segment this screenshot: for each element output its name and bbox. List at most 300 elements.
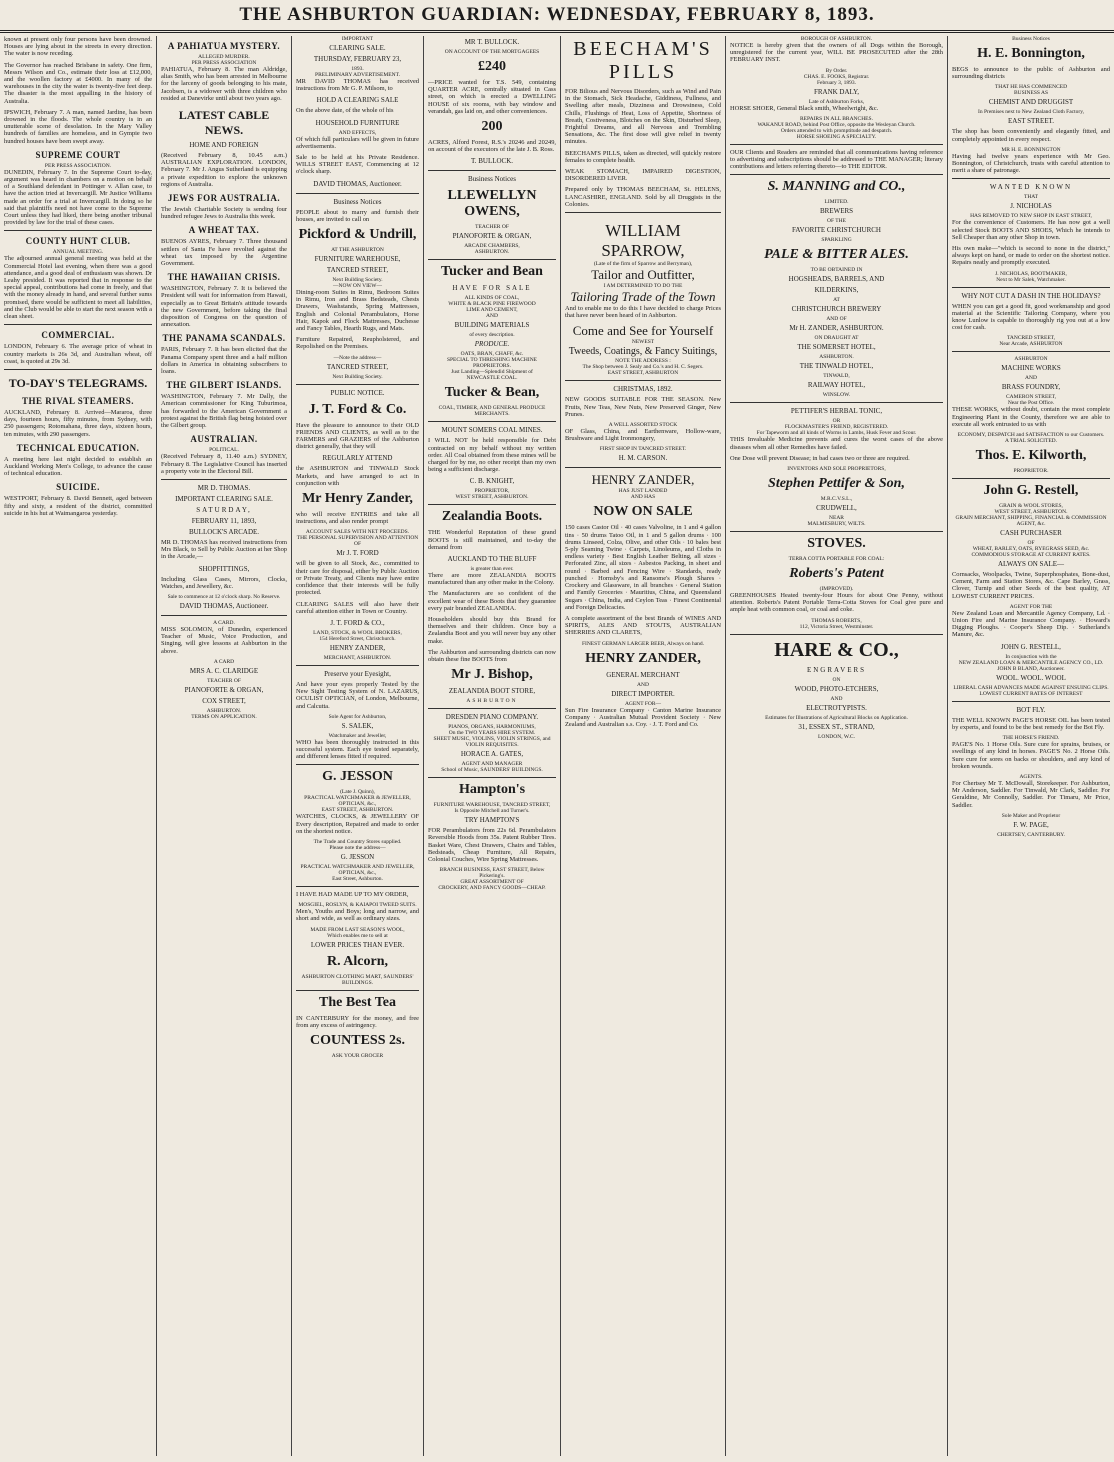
heading-jews: JEWS FOR AUSTRALIA. <box>167 193 281 204</box>
near: NEAR <box>829 515 844 522</box>
sale-date: FEBRUARY 11, 1893, <box>191 516 257 525</box>
sale-paragraph: MR D. THOMAS has received instructions from Mrs Black, to Sell by Public Auction at her Shop in the Arcade,— <box>161 538 287 561</box>
beecham-paragraph: Prepared only by THOMAS BEECHAM, St. HELENS, LANCASHIRE, ENGLAND. Sold by all Druggists in the Colonies. <box>565 186 721 208</box>
effects-label: AND EFFECTS, <box>338 129 377 136</box>
important-label: IMPORTANT <box>341 36 374 42</box>
card-label: A CARD <box>213 658 235 665</box>
landing: Just Landing—Splendid Shipment of <box>451 369 533 376</box>
beecham-heading: BEECHAM'S PILLS <box>573 38 713 83</box>
zealandia-paragraph: THE Wonderful Reputation of these grand BOOTS is still maintained, and to-day the demand from <box>428 529 556 551</box>
have-for-sale: HAVE FOR SALE <box>452 284 532 293</box>
and-label: AND <box>1025 375 1037 382</box>
east-street: EAST STREET, ASHBURTON. <box>321 807 394 814</box>
heading-australian: AUSTRALIAN. <box>190 434 258 445</box>
zealandia-paragraph: There are more ZEALANDIA BOOTS manufactured than any other make in the Colony. <box>428 572 556 587</box>
education-paragraph: A meeting here last night decided to establish an Auckland Working Men's College, to advance the cause of technical education. <box>4 455 152 478</box>
removed: HAS REMOVED TO NEW SHOP IN EAST STREET, <box>970 213 1092 220</box>
zander-name: HENRY ZANDER, <box>585 650 701 666</box>
electrotypists: ELECTROTYPISTS. <box>806 703 867 712</box>
east-street: EAST STREET. <box>1007 117 1055 126</box>
subheading-home-foreign: HOME AND FOREIGN <box>189 141 259 150</box>
nz-loan: NEW ZEALAND LOAN & MERCANTILE AGENCY CO., LD. <box>958 659 1104 666</box>
always-on-sale: ALWAYS ON SALE— <box>997 560 1065 569</box>
late-forks: Late of Ashburton Forks, <box>808 98 865 105</box>
columns <box>0 36 1114 1456</box>
storage: COMMODIOUS STORAGE AT CURRENT RATES. <box>971 552 1091 559</box>
divider <box>952 478 1110 479</box>
cut-dash: WHY NOT CUT A DASH IN THE HOLIDAYS? <box>961 291 1101 300</box>
opposite: Is Opposite Mitchell and Turner's. <box>454 808 530 815</box>
account-sales: ACCOUNT SALES WITH NET PROCEEDS. <box>305 529 410 536</box>
divider <box>296 764 419 765</box>
agent-for: AGENT FOR THE <box>1009 603 1053 610</box>
improved: (IMPROVED). <box>819 586 854 593</box>
advances: LIBERAL CASH ADVANCES MADE AGAINST ENSUING CLIPS. <box>953 684 1109 691</box>
divider <box>428 170 556 171</box>
divider <box>4 230 152 231</box>
hold-sale: HOLD A CLEARING SALE <box>316 96 399 105</box>
thomas-roberts: THOMAS ROBERTS, <box>811 617 862 624</box>
chertsey: CHERTSEY, CANTERBURY. <box>997 831 1065 838</box>
shop-paragraph: The shop has been conveniently and elegantly fitted, and completely appointed in every respect. <box>952 128 1110 143</box>
column-5 <box>561 36 726 1456</box>
markets-paragraph: the ASHBURTON and TINWALD Stock Markets, and have arranged to act in conjunction with <box>296 465 419 487</box>
divider <box>730 174 943 175</box>
by-order: By Order. <box>825 67 848 74</box>
brass-foundry: BRASS FOUNDRY, <box>1001 383 1061 392</box>
dog-notice: NOTICE is hereby given that the owners of all Dogs within the Borough, unregistered for the current year, WILL BE PROSECUTED after the 28th FEBRUARY INST. <box>730 42 943 64</box>
divider <box>952 178 1110 179</box>
jesson-name: G. JESSON <box>340 852 375 861</box>
eyesight-paragraph: And have your eyes properly Tested by the New Sight Testing System of N. LAZARUS, OCULIST OPTICIAN, of London, Melbourne, and Calcutta. <box>296 680 419 710</box>
sale-start: Sale to commence at 12 o'clock sharp. No Reserve. <box>167 593 281 600</box>
wool-heading: WOOL. WOOL. WOOL <box>996 673 1066 682</box>
sale-place: BULLOCK'S ARCADE. <box>188 527 260 536</box>
pettifer-tonic: PETTIFER'S HERBAL TONIC, <box>790 407 883 416</box>
jesson-name: G. JESSON <box>322 769 393 785</box>
tea-paragraph: IN CANTERBURY for the money, and free from any excess of astringency. <box>296 1014 419 1029</box>
agent-for: AGENT FOR— <box>624 700 662 707</box>
of-the: OF THE <box>827 218 846 225</box>
building-materials: BUILDING MATERIALS <box>454 321 530 330</box>
manning-name: S. MANNING and CO., <box>767 179 906 195</box>
bonnington-intro: BEGS to announce to the public of Ashburton and surrounding districts <box>952 66 1110 81</box>
near-post-office: Near the Post Office. <box>1007 400 1055 407</box>
source-line: PER PRESS ASSOCIATION <box>191 60 257 66</box>
mr-bonnington: MR H. E. BONNINGTON <box>1001 146 1061 153</box>
german-beer: FINEST GERMAN LARGER BEER, Always on hand. <box>581 640 705 647</box>
malmesbury: MALMESBURY, WILTS. <box>807 521 866 528</box>
sparkling: SPARKLING <box>821 237 852 244</box>
horse-shoeing: HORSE SHOEING A SPECIALTY. <box>796 133 877 140</box>
ford-paragraph: Have the pleasure to announce to their OLD FRIENDS AND CLIENTS, as well as to the FARMERS and GRAZIERS of the Ashburton district generally, that they will <box>296 421 419 451</box>
restell-name: John G. Restell, <box>983 483 1079 499</box>
terms: TERMS ON APPLICATION. <box>191 713 257 720</box>
obtained: TO BE OBTAINED IN <box>810 267 863 274</box>
sale-day: SATURDAY, <box>196 505 252 514</box>
works-paragraph: THESE WORKS, without doubt, contain the most complete Engineering Plant in the County, therefore we are able to execute all work entrusted to us with <box>952 406 1110 428</box>
newest: NEWEST <box>631 339 655 346</box>
goods-list: 150 cases Castor Oil · 40 cases Valvoline, in 1 and 4 gallon tins · 50 drums Tatoo Oil, in 1 and 5 gallon drums · 100 drums Linseed, Colza, Olive, and other Oils · 10 bales best 5-ply Seaming Twine · Carpets, Linoleums, and Cloths in endless variety · Best English Leather Belting, all sizes · Perforated Zinc, all sizes · Asbestos Packing, in sheet and round · Barbed and Fencing Wire · Standards, ready punched · Hornsby's and Ransome's Plough Shares · Crockery and Glassware, in all branches · General Station and Family Groceries · Mauritius, China, and Queensland Sugars · China, India, and Ceylon Teas · Finest Continental and Foreign Delicacies. <box>565 524 721 611</box>
nicholas-name: J. NICHOLAS <box>1010 202 1052 211</box>
eyesight-heading: Preserve your Eyesight, <box>324 669 391 678</box>
town: ASHBURTON <box>1014 356 1048 363</box>
watches-paragraph: WATCHES, CLOCKS, & JEWELLERY OF Every description, Repaired and made to order on the shortest notice. <box>296 813 419 835</box>
bootmaker: J. NICHOLAS, BOOTMAKER, <box>995 270 1067 277</box>
hereford: 154 Hereford Street, Christchurch. <box>319 635 396 642</box>
determined: I AM DETERMINED TO DO THE <box>603 283 683 290</box>
kilworth-name: Thos. E. Kilworth, <box>975 448 1087 464</box>
solomon-paragraph: MISS SOLOMON, of Dunedin, experienced Teacher of Music, Voice Production, and Singing, will give lessons at Ashburton in the above. <box>161 625 287 655</box>
trial: A TRIAL SOLICITED. <box>1004 438 1058 445</box>
merchant: MERCHANT, ASHBURTON. <box>323 654 392 661</box>
experience-paragraph: Having had twelve years experience with Mr Geo. Bonnington, of Christchurch, trusts with careful attention to merit a share of patronage. <box>952 152 1110 175</box>
somerset-hotel: THE SOMERSET HOTEL, <box>797 343 876 352</box>
divider <box>296 665 419 666</box>
heading-suicide: SUICIDE. <box>56 482 100 493</box>
at-label: AT THE ASHBURTON <box>331 247 384 254</box>
great-assortment: GREAT ASSORTMENT OF <box>460 879 524 886</box>
gilbert-paragraph: WASHINGTON, February 7. Mr Dally, the American commissioner for King Tuburimoa, has forwarded to the American Government a protest against the British flag being hoisted over the Gilbert group. <box>161 393 287 430</box>
late-quinn: (Late J. Quinn), <box>340 789 375 796</box>
cox-street: COX STREET, <box>202 696 246 705</box>
school: School of Music, SAUNDERS' BUILDINGS. <box>441 767 543 774</box>
divider <box>428 259 556 260</box>
terra-cotta: TERRA COTTA PORTABLE FOR COAL: <box>788 556 885 563</box>
stock-paragraph: will be given to all Stock, &c., committed to their care for disposal, either by Public Auction or Private Treaty, and Clients may have entire confidence that their interests will be fully protected. <box>296 560 419 597</box>
auctioneer-signature: DAVID THOMAS, Auctioneer. <box>313 179 402 188</box>
furniture-label: HOUSEHOLD FURNITURE <box>315 118 400 127</box>
column-1 <box>0 36 157 1456</box>
greater: is greater than ever. <box>470 566 514 573</box>
ford-name: J. T. Ford & Co. <box>308 401 407 417</box>
divider <box>428 421 556 422</box>
jtford: Mr J. T. FORD <box>336 549 379 558</box>
alcorn-intro: I HAVE HAD MADE UP TO MY ORDER, <box>296 890 409 898</box>
zealandia-paragraph: The Manufacturers are so confident of the excellent wear of these Boots that they guarantee every pair branded ZEALANDIA. <box>428 590 556 612</box>
lower-prices: LOWER PRICES THAN EVER. <box>310 940 405 949</box>
tinwald-hotel: THE TINWALD HOTEL, <box>799 362 874 371</box>
proprietor: PROPRIETOR. <box>1013 468 1049 475</box>
bonnington-name: H. E. Bonnington, <box>977 46 1085 61</box>
divider <box>161 479 287 480</box>
column-2 <box>157 36 292 1456</box>
suicide-paragraph: WESTPORT, February 8. David Bennett, aged between fifty and sixty, a resident of the district, committed suicide in his hut at Waimangaroa yesterday. <box>4 495 152 517</box>
beecham-paragraph: FOR Bilious and Nervous Disorders, such as Wind and Pain in the Stomach, Sick Headache, Giddiness, Fullness, and Swelling after meals, Dizziness and Drowsiness, Cold Chills, Flushings of Heat, Loss of Appetite, Shortness of Breath, Costiveness, Blotches on the Skin, Disturbed Sleep, Frightful Dreams, and all Nervous and Trembling Sensations, &c. The first dose will give relief in twenty minutes. <box>565 88 721 146</box>
nicholas-paragraph: His own make—"which is second to none in the district," always kept on hand, or made to order on the shortest notice. Repairs neatly and promptly executed. <box>952 245 1110 267</box>
public-notice: PUBLIC NOTICE. <box>330 388 385 397</box>
heading-panama: THE PANAMA SCANDALS. <box>162 333 286 344</box>
that-label: THAT <box>1023 194 1039 201</box>
east-street: EAST STREET, ASHBURTON <box>607 370 679 377</box>
premises: In Premises next to New Zealand Cloth Factory, <box>978 109 1084 116</box>
nicholas-paragraph: For the convenience of Customers. He has now got a well selected Stock BOOTS AND SHOES, Which he intends to Sell Cheaper than any other Shop in town. <box>952 219 1110 241</box>
zander-name: Mr Henry Zander, <box>302 491 413 507</box>
on-view: —NOW ON VIEW— <box>333 283 382 290</box>
hawaii-paragraph: WASHINGTON, February 7. It is believed the President will wait for information from Hawaii, especially as to Great Britain's attitude towards the new Government, before taking the final disposition of Congress on the question of annexation. <box>161 285 287 329</box>
knight-name: C. B. KNIGHT, <box>469 477 515 486</box>
murder-paragraph: PAHIATUA, February 8. The man Aldridge, alias Smith, who has been arrested in Melbourne for the larceny of goods belonging to his mate, Jacobsen, is a widower with three children who resided at Danevirke until about two years ago. <box>161 66 287 102</box>
note-address: NOTE THE ADDRESS : <box>615 358 671 365</box>
subheading-political: POLITICAL. <box>209 447 239 454</box>
just-landed: HAS JUST LANDED <box>618 488 668 495</box>
newcastle: NEWCASTLE COAL. <box>466 375 518 382</box>
orders: Orders attended to with promptitude and despatch. <box>780 127 893 134</box>
crockery: CROCKERY, AND FANCY GOODS—CHEAP. <box>438 885 546 892</box>
west-street: WEST STREET, ASHBURTON. <box>455 494 529 501</box>
zealandia-heading: Zealandia Boots. <box>441 509 543 525</box>
divider <box>428 708 556 709</box>
winslow: WINSLOW. <box>822 392 851 399</box>
flockmaster: FLOCKMASTER'S FRIEND, REGISTERED. <box>784 424 889 431</box>
thomas-paragraph: MR DAVID THOMAS has received instructions from Mr G. P. Milsom, to <box>296 78 419 93</box>
agents: AGENTS. <box>1019 773 1043 780</box>
horses-friend: THE HORSE'S FRIEND. <box>1002 735 1060 742</box>
near-arcade: Near Arcade, ASHBURTON <box>999 341 1063 348</box>
roberts-patent: Roberts's Patent <box>789 566 884 582</box>
economy: ECONOMY, DESPATCH and SATISFACTION to our Customers. <box>957 432 1105 439</box>
west-street: WEST STREET, ASHBURTON. <box>994 509 1068 516</box>
shop-location: The Shop between J. Sealy and Co.'s and H. C. Segers. <box>582 364 704 371</box>
photo-etchers: WOOD, PHOTO-ETCHERS, <box>794 684 879 693</box>
column-4 <box>424 36 561 1456</box>
heading-pahiatua-mystery: A PAHIATUA MYSTERY. <box>167 41 281 51</box>
practical: PRACTICAL WATCHMAKER & JEWELLER, OPTICIAN, &c., <box>304 795 411 808</box>
on-draught: ON DRAUGHT AT <box>814 335 859 342</box>
repairs-paragraph: Furniture Repaired, Reupholstered, and Repolished on the Premises. <box>296 336 419 351</box>
fooks: CHAS. E. FOOKS, Registrar. <box>803 73 870 80</box>
kilderkins: KILDERKINS, <box>814 286 859 295</box>
divider <box>4 324 152 325</box>
divider <box>296 990 419 991</box>
tucker-bean-name: Tucker and Bean <box>441 264 543 280</box>
glass-paragraph: OF Glass, China, and Earthenware, Hollow-ware, Brushware and Light Ironmongery, <box>565 428 721 443</box>
horse-oils: PAGE'S No. 1 Horse Oils. Sure cure for sprains, bruises, or swellings of any kind in horses. PAGE'S No. 2 Horse Oils. Sure cure for sores on backs or shoulders, and any kind of broken wounds. <box>952 741 1110 770</box>
grain-merchant: GRAIN MERCHANT, SHIPPING, FINANCIAL & COMMISSION AGENT, &c. <box>955 515 1107 528</box>
wines-paragraph: A complete assortment of the best Brands of WINES AND SPIRITS, ALES AND STOUTS, AUSTRALIAN SHERRIES AND CLARETS, <box>565 614 721 637</box>
column-7 <box>948 36 1114 1456</box>
lime: LIME AND CEMENT, <box>466 307 518 314</box>
sale-list: Cornsacks, Woolpacks, Twine, Superphosphates, Bone-dust, Cement, Farm and Station Stores, &c. Cape Barley, Grass, Clover, Turnip and other Seeds of the best quality, AT LOWEST CURRENT PRICES. <box>952 571 1110 600</box>
tancred-street: TANCRED STREET, <box>326 362 389 371</box>
business-notices-heading: Business Notices <box>467 175 517 184</box>
brewery: CHRISTCHURCH BREWERY <box>791 305 882 314</box>
divider <box>730 144 943 145</box>
beecham-paragraph: BEECHAM'S PILLS, taken as directed, will quickly restore females to complete health. <box>565 149 721 164</box>
divider <box>730 402 943 403</box>
heading-supreme-court: SUPREME COURT <box>35 149 121 160</box>
warehouse-label: FURNITURE WAREHOUSE, <box>314 255 401 264</box>
page-name: F. W. PAGE, <box>1013 820 1049 829</box>
essex-street: 31, ESSEX ST., STRAND, <box>798 722 875 731</box>
divider <box>952 351 1110 352</box>
tax-paragraph: BUENOS AYRES, February 7. Three thousand settlers of Santa Fe have revolted against the wheat tax imposed by the Argentine Government. <box>161 238 287 268</box>
tinwald: TINWALD, <box>823 373 850 380</box>
greenhouse-paragraph: GREENHOUSES Heated twenty-four Hours for about One Penny, without attention. Roberts's Patent Portable Terra-Cotta Stoves for Coal give pure and ample heat with common coal, or coal and coke. <box>730 592 943 614</box>
dresden: DRESDEN PIANO COMPANY. <box>445 713 539 722</box>
tweed-suits: MOSGIEL, ROSLYN, & KAIAPOI TWEED SUITS. <box>298 902 417 909</box>
flood-paragraph: The Governor has reached Brisbane in safety. One firm, Messrs Wilson and Co., estimate their loss at £12,000, and the woollen factory at £4000. In many of the warehouses in the city the water is twenty-five feet deep. The disaster is the most appalling in the history of Australia. <box>4 61 152 105</box>
special: SPECIAL TO THRESHING MACHINE PROPRIETORS. <box>446 357 538 370</box>
steamers-paragraph: AUCKLAND, February 8. Arrived—Mararoa, three days, fourteen hours, fifty minutes, from Sydney, with 250 passengers; Rotomahana, three days, sixteen hours, ten minutes, with 290 passengers. <box>4 408 152 438</box>
salek-paragraph: WHO has been thoroughly instructed in this successful system. Each eye tested separately, and different lenses fitted if required. <box>296 738 419 761</box>
heading-cable-news: LATEST CABLE NEWS. <box>178 108 270 138</box>
victoria-street: 112, Victoria Street, Westminster. <box>799 623 874 630</box>
divider <box>565 212 721 213</box>
zealandia-paragraph: The Ashburton and surrounding districts can now obtain these fine BOOTS from <box>428 648 556 664</box>
commenced: THAT HE HAS COMMENCED <box>994 84 1068 91</box>
pianoforte-label: PIANOFORTE & ORGAN, <box>184 685 264 694</box>
jews-paragraph: The Jewish Charitable Society is sending four hundred refugee Jews to Australia this week. <box>161 206 287 221</box>
marry-paragraph: PEOPLE about to marry and furnish their houses, are invited to call on <box>296 208 419 223</box>
clearing-sale-title: IMPORTANT CLEARING SALE. <box>175 494 273 503</box>
stephen-pettifer: Stephen Pettifer & Son, <box>768 476 905 492</box>
debt-paragraph: I WILL NOT be held responsible for Debt contracted on my behalf without my written order. All Coal obtained from these mines will be charged for by me, no other receipt than my own being a sufficient discharge. <box>428 437 556 474</box>
divider <box>565 467 721 468</box>
acres-paragraph: ACRES, Alford Forest, R.S.'s 20246 and 20249, on account of the executors of the late J. B. Ross. <box>428 139 556 154</box>
bullock-name: MR T. BULLOCK. <box>464 38 520 46</box>
commercial-paragraph: LONDON, February 6. The average price of wheat in country markets is 26s 3d, and Australian wheat, off coast, is quoted at 29s 3d. <box>4 343 152 365</box>
branch: BRANCH BUSINESS, EAST STREET, Below Pickering's. <box>439 867 545 880</box>
auctioneer-signature: DAVID THOMAS, Auctioneer. <box>179 601 269 610</box>
flood-paragraph: known at present only four persons have been drowned. Houses are lying about in the streets in every direction. The water is now receding. <box>4 36 152 58</box>
conjunction: In conjunction with the <box>1005 653 1057 660</box>
tonic-paragraph: One Dose will prevent Disease; in bad cases two or three are required. <box>730 454 910 462</box>
tapeworm: For Tapeworm and all kinds of Worms in Lambs, Husk Fever and Scour. <box>756 430 917 437</box>
now-on-sale: NOW ON SALE <box>593 504 693 520</box>
ales: PALE & BITTER ALES. <box>764 247 909 263</box>
column-3 <box>292 36 424 1456</box>
heading-telegrams: TO-DAY'S TELEGRAMS. <box>8 375 148 390</box>
chemist: CHEMIST AND DRUGGIST <box>988 98 1074 107</box>
next-salek: Next to Mr Salek, Watchmaker. <box>996 276 1066 283</box>
property-paragraph: —PRICE wanted for T.S. 549, containing QUARTER ACRE, centrally situated in Cass street, on which is erected a DWELLING HOUSE of six rooms, with bay window and verandah, gas laid on, and other conveniences. <box>428 79 556 115</box>
and-label: AND <box>637 681 649 688</box>
divider <box>565 380 721 381</box>
repairs: REPAIRS IN ALL BRANCHES. <box>800 115 873 122</box>
exploration-paragraph: (Received February 8, 10.45 a.m.) AUSTRALIAN EXPLORATION. LONDON, February 7. Mr J. Angus Sutherland is equipping a private expedition to explore the unknown regions of Australia. <box>161 152 287 188</box>
alcorn-name: R. Alcorn, <box>326 953 389 969</box>
which-enables: Which enables me to sell at <box>327 932 388 939</box>
stoves-heading: STOVES. <box>807 536 866 552</box>
every-description: of every description. <box>469 332 515 339</box>
tonic-paragraph: THIS Invaluable Medicine prevents and cures the worst cases of the above diseases when all other Remedies have failed. <box>730 436 943 451</box>
tancred-street: TANCRED STREET, <box>1006 335 1056 342</box>
teacher-label: TEACHER OF <box>207 677 241 684</box>
next-building: Next Building Society. <box>332 373 383 380</box>
divider <box>4 369 152 370</box>
direct-importer: DIRECT IMPORTER. <box>611 689 675 698</box>
inventors: INVENTORS AND SOLE PROPRIETORS, <box>787 466 886 473</box>
mortgagees: ON ACCOUNT OF THE MORTGAGEES <box>444 49 540 55</box>
heading-commercial: COMMERCIAL. <box>41 330 115 341</box>
henry-zander: HENRY ZANDER, <box>329 643 386 652</box>
clients-notice: OUR Clients and Readers are reminded that all communications having reference to advertising and subscriptions should be addressed to THE MANAGER; literary contributions and letters referring thereto—to THE EDITOR. <box>730 148 943 171</box>
engravers: ENGRAVERS <box>806 665 867 674</box>
trade-supplied: The Trade and Country Stores supplied. <box>313 838 402 845</box>
heading-gilbert: THE GILBERT ISLANDS. <box>166 380 282 391</box>
mrcvs: M.R.C.V.S.L., <box>820 496 853 503</box>
source-line: PER PRESS ASSOCIATION. <box>44 162 112 169</box>
tailoring-paragraph: WHEN you can get a good fit, good workmanship and good material at the Scientific Tailoring Company, where you know Lunlow is capable to thoroughly rig you out at a low cost for cash. <box>952 302 1110 332</box>
machine-works: MACHINE WORKS <box>1001 364 1061 373</box>
wanted-known: WANTED KNOWN <box>989 183 1073 192</box>
sole-maker: Sole Maker and Proprietor <box>1001 812 1061 819</box>
ford-company: J. T. FORD & CO., <box>330 618 385 627</box>
cash-purchaser: CASH PURCHASER <box>1000 529 1062 538</box>
and-of: AND OF <box>826 316 847 323</box>
come-and-see: Come and See for Yourself <box>572 323 714 339</box>
crudwell: CRUDWELL, <box>816 504 857 513</box>
interest: LOWEST CURRENT RATES OF INTEREST <box>979 690 1083 697</box>
sheet-music: SHEET MUSIC, VIOLINS, VIOLIN STRINGS, and VIOLIN REQUISITES. <box>433 736 551 749</box>
pickford-name: Pickford & Undrill, <box>298 227 417 243</box>
first-shop: FIRST SHOP IN TANCRED STREET. <box>599 446 687 453</box>
heading-hawaiian-crisis: THE HAWAIIAN CRISIS. <box>167 272 281 283</box>
sale-date: THURSDAY, FEBRUARY 23, <box>313 55 402 63</box>
estimates: Estimates for Illustrations of Agricultural Blocks on Application. <box>765 714 908 721</box>
owens-name: LLEWELLYN OWENS, <box>447 188 537 220</box>
preliminary: PRELIMINARY ADVERTISEMENT. <box>315 72 400 78</box>
hampton-paragraph: FOR Perambulators from 22s 6d. Perambulators Reversible Hoods from 35s. Patent Rubber Tires. Basket Ware, Chest Drawers, Chairs and Tables, Bedsteads, Cheap Furniture, All Repairs, Colonial Couches, Wire Spring Mattresses. <box>428 827 556 864</box>
shopfittings-paragraph: Including Glass Cases, Mirrors, Clocks, Watches, and Jewellery, &c. <box>161 575 287 590</box>
tailoring-trade: Tailoring Trade of the Town <box>570 289 716 305</box>
arcade-chambers: ARCADE CHAMBERS, <box>464 243 520 250</box>
personal-supervision: THE PERSONAL SUPERVISION AND ATTENTION OF <box>296 535 419 548</box>
merchants: COAL, TIMBER, AND GENERAL PRODUCE MERCHANTS. <box>438 405 546 418</box>
produce: PRODUCE. <box>474 340 510 349</box>
subheading-annual-meeting: ANNUAL MEETING. <box>52 249 104 256</box>
general-merchant: GENERAL MERCHANT <box>606 670 680 679</box>
heading-rival-steamers: THE RIVAL STEAMERS. <box>21 395 135 406</box>
practical: PRACTICAL WATCHMAKER AND JEWELLER, OPTICIAN, &c., <box>300 863 415 876</box>
agencies-list: Sun Fire Insurance Company · Canton Marine Insurance Company · Australian Mutual Provident Society · New Zealand and Australian s.s. Coy. · J. T. Ford and Co. <box>565 706 721 728</box>
sizes-paragraph: Men's, Youths and Boys; long and narrow, and short and wide, as well as ordinary sizes. <box>296 908 419 923</box>
hare-name: HARE & CO., <box>774 638 899 661</box>
bullock-signature: T. BULLOCK. <box>470 157 514 166</box>
new-goods: NEW GOODS SUITABLE FOR THE SEASON. New Fruits, New Teas, New Nuts, New Preserved Ginger, New Prunes. <box>565 396 721 418</box>
wheat: WHEAT, BARLEY, OATS, RYEGRASS SEED, &c. <box>972 546 1090 553</box>
divider <box>730 634 943 635</box>
restell-name: JOHN G. RESTELL, <box>1001 642 1061 651</box>
hampton-name: Hampton's <box>458 782 526 798</box>
divider <box>428 504 556 505</box>
and-has: AND HAS <box>630 494 656 501</box>
salek-name: S. SALEK, <box>341 721 374 730</box>
london: LONDON, W.C. <box>818 733 855 740</box>
pianos: PIANOS, ORGANS, HARMONIUMS, <box>448 724 536 731</box>
agent-manager: AGENT AND MANAGER <box>461 761 523 768</box>
town: ASHBURTON <box>466 698 518 705</box>
political-paragraph: (Received February 8, 11.40 a.m.) SYDNEY, February 8. The Legislative Council has inserted a property vote in the Electoral Bill. <box>161 453 287 475</box>
divider <box>730 531 943 532</box>
railway-hotel: RAILWAY HOTEL, <box>807 381 866 390</box>
card-label: A CARD. <box>213 619 235 626</box>
town: ASHBURTON. <box>474 249 510 256</box>
bishop-name: Mr J. Bishop, <box>451 667 533 683</box>
subheading-alleged-murder: ALLEGED MURDER. <box>198 54 250 60</box>
agent-list: For Chertsey Mr T. McDowall, Storekeeper. For Ashburton, Mr Anderson, Saddler. For Tinwald, Mr Clark, Saddler. For Geraldine, Mr Connolly, Saddler. For Timaru, Mr Price, Saddler. <box>952 779 1110 809</box>
divider <box>296 886 419 887</box>
assorted-stock: A WELL ASSORTED STOCK <box>608 422 678 429</box>
firewood: WHITE & BLACK PINE FIREWOOD <box>448 301 536 308</box>
and-label: AND <box>830 695 843 702</box>
of-label: OF <box>1027 540 1035 547</box>
made-from: MADE FROM LAST SEASON'S WOOL, <box>310 926 405 933</box>
page-oil: THE WELL KNOWN PAGE'S HORSE OIL has been tested by experts, and found to be the best remedy for the Bot Fly. <box>952 716 1110 731</box>
next-building: Next Building Society. <box>332 277 383 284</box>
heading-wheat-tax: A WHEAT TAX. <box>188 225 260 236</box>
